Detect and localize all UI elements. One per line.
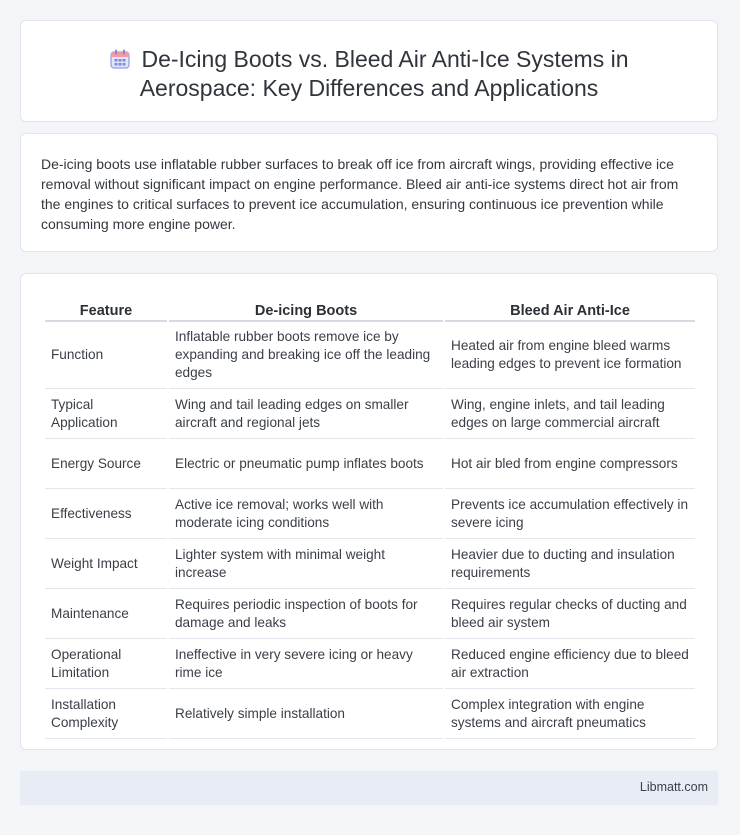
bleed-cell: Requires regular checks of ducting and bleed air system — [445, 589, 695, 639]
title-line-2: Aerospace: Key Differences and Applications — [139, 75, 599, 101]
feature-cell: Typical Application — [45, 389, 167, 439]
intro-paragraph: De-icing boots use inflatable rubber surfaces to break off ice from aircraft wings, providing effective ice removal without significant impact on engine performance. Bleed air anti-ice systems direct hot air from the engines to critical surfaces to prevent ice accumulation, ensuring continuous ice prevention while consuming more engine power. — [41, 156, 679, 232]
title-card — [20, 20, 718, 122]
footer-brand[interactable]: Libmatt.com — [639, 780, 708, 794]
boots-cell: Ineffective in very severe icing or heavy rime ice — [169, 639, 443, 689]
bleed-cell: Complex integration with engine systems and aircraft pneumatics — [445, 689, 695, 739]
feature-cell: Maintenance — [45, 589, 167, 639]
header-bleed-air: Bleed Air Anti-Ice — [445, 294, 695, 322]
calendar-icon — [109, 48, 131, 70]
bleed-cell: Reduced engine efficiency due to bleed air extraction — [445, 639, 695, 689]
table-row — [45, 439, 695, 489]
feature-cell: Effectiveness — [45, 489, 167, 539]
feature-cell: Weight Impact — [45, 539, 167, 589]
bleed-cell: Prevents ice accumulation effectively in severe icing — [445, 489, 695, 539]
bleed-cell: Heated air from engine bleed warms leading edges to prevent ice formation — [445, 322, 695, 389]
bleed-cell: Wing, engine inlets, and tail leading edges on large commercial aircraft — [445, 389, 695, 439]
boots-cell: Electric or pneumatic pump inflates boots — [169, 439, 443, 489]
boots-cell: Inflatable rubber boots remove ice by expanding and breaking ice off the leading edges — [169, 322, 443, 389]
feature-cell: Installation Complexity — [45, 689, 167, 739]
title-line-1: De-Icing Boots vs. Bleed Air Anti-Ice Systems in — [141, 46, 629, 72]
table-row — [45, 689, 695, 739]
table-row — [45, 322, 695, 389]
feature-cell: Energy Source — [45, 439, 167, 489]
table-row — [45, 389, 695, 439]
feature-cell: Operational Limitation — [45, 639, 167, 689]
feature-cell: Function — [45, 322, 167, 389]
footer-bar — [20, 771, 718, 805]
comparison-table — [43, 294, 697, 739]
boots-cell: Lighter system with minimal weight increase — [169, 539, 443, 589]
header-deicing-boots: De-icing Boots — [169, 294, 443, 322]
table-header-row — [45, 294, 695, 322]
bleed-cell: Hot air bled from engine compressors — [445, 439, 695, 489]
table-row — [45, 589, 695, 639]
comparison-card — [20, 273, 718, 750]
page-title — [21, 45, 717, 103]
table-row — [45, 489, 695, 539]
boots-cell: Wing and tail leading edges on smaller aircraft and regional jets — [169, 389, 443, 439]
intro-card — [20, 133, 718, 252]
table-row — [45, 639, 695, 689]
boots-cell: Relatively simple installation — [169, 689, 443, 739]
header-feature: Feature — [45, 294, 167, 322]
table-row — [45, 539, 695, 589]
bleed-cell: Heavier due to ducting and insulation requirements — [445, 539, 695, 589]
boots-cell: Requires periodic inspection of boots for damage and leaks — [169, 589, 443, 639]
boots-cell: Active ice removal; works well with moderate icing conditions — [169, 489, 443, 539]
